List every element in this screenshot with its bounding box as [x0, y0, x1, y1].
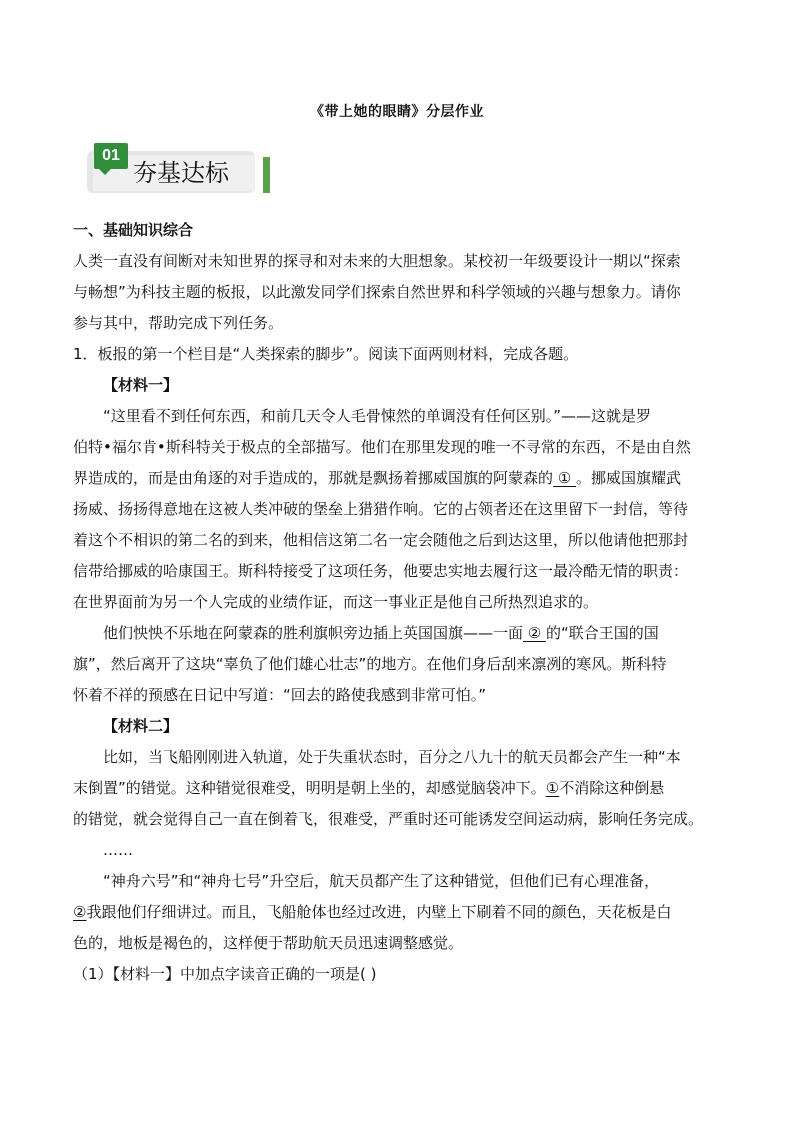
material-1-line: 伯特•福尔肯•斯科特关于极点的全部描写。他们在那里发现的唯一不寻常的东西，不是由自然	[73, 438, 691, 456]
text-segment: 末倒置”的错觉。这种错觉很难受，明明是朝上坐的，却感觉脑袋冲下。	[73, 779, 546, 797]
document-body	[73, 215, 723, 990]
fill-blank-2: ②	[523, 624, 546, 642]
text-segment: 的“联合王国的国	[546, 624, 659, 642]
ellipsis: ……	[103, 841, 133, 859]
material-1-line: 着这个不相识的第二名的到来，他相信这第二名一定会随他之后到达这里，所以他请他把那封	[73, 531, 689, 549]
intro-line: 参与其中，帮助完成下列任务。	[73, 314, 284, 332]
section-number-badge: 01	[94, 143, 128, 169]
text-segment: 他们怏怏不乐地在阿蒙森的胜利旗帜旁边插上英国国旗——一面	[103, 624, 524, 642]
material-2-line: 比如，当飞船刚刚进入轨道，处于失重状态时，百分之八九十的航天员都会产生一种“本	[103, 748, 681, 766]
material-1-label: 【材料一】	[103, 376, 179, 394]
section-heading: 一、基础知识综合	[73, 221, 194, 239]
text-segment: 界造成的，而是由角逐的对手造成的，那就是飘扬着挪威国旗的阿蒙森的	[73, 469, 554, 487]
material-2-line: 的错觉，就会觉得自己一直在倒着飞，很难受，严重时还可能诱发空间运动病，影响任务完成。	[73, 810, 704, 828]
section-banner	[87, 143, 270, 194]
text-segment: 不消除这种倒悬	[559, 779, 665, 797]
fill-blank-1: ①	[553, 469, 576, 487]
material-1-line: 怀着不祥的预感在日记中写道：“回去的路使我感到非常可怕。”	[73, 686, 487, 704]
banner-accent-bar	[263, 157, 270, 193]
material-2-line: 色的，地板是褐色的，这样便于帮助航天员迅速调整感觉。	[73, 934, 464, 952]
section-title: 夯基达标	[133, 159, 229, 187]
intro-line: 与畅想”为科技主题的板报，以此激发同学们探索自然世界和科学领域的兴趣与想象力。请你	[73, 283, 681, 301]
material-2-label: 【材料二】	[103, 717, 179, 735]
material-1-line: 在世界面前为另一个人完成的业绩作证，而这一事业正是他自己所热烈追求的。	[73, 593, 599, 611]
question-1: 1．板报的第一个栏目是“人类探索的脚步”。阅读下面两则材料，完成各题。	[73, 345, 579, 363]
material-1-line: 扬威、扬扬得意地在这被人类冲破的堡垒上猎猎作响。它的占领者还在这里留下一封信，等待	[73, 500, 689, 518]
document-title: 《带上她的眼睛》分层作业	[310, 104, 484, 120]
material-2-line: “神舟六号”和“神舟七号”升空后，航天员都产生了这种错觉，但他们已有心理准备，	[103, 872, 660, 890]
material-1-line: 信带给挪威的哈康国王。斯科特接受了这项任务，他要忠实地去履行这一最冷酷无情的职责：	[73, 562, 689, 580]
intro-line: 人类一直没有间断对未知世界的探寻和对未来的大胆想象。某校初一年级要设计一期以“探索	[73, 252, 681, 270]
material-2-line	[73, 897, 723, 928]
fill-blank-1: ①	[545, 779, 560, 797]
subquestion-1: （1）【材料一】中加点字读音正确的一项是( )	[73, 965, 377, 983]
material-2-line	[73, 773, 723, 804]
material-1-line	[73, 463, 723, 494]
text-segment: 我跟他们仔细讲过。而且，飞船舱体也经过改进，内壁上下刷着不同的颜色，天花板是白	[86, 903, 672, 921]
material-1-line: 旗”，然后离开了这块“辜负了他们雄心壮志”的地方。在他们身后刮来凛冽的寒风。斯科特	[73, 655, 667, 673]
text-segment: 。挪威国旗耀武	[576, 469, 682, 487]
material-1-line	[73, 618, 723, 649]
material-1-line: “这里看不到任何东西，和前几天令人毛骨悚然的单调没有任何区别。”——这就是罗	[103, 407, 652, 425]
fill-blank-2: ②	[73, 903, 87, 921]
